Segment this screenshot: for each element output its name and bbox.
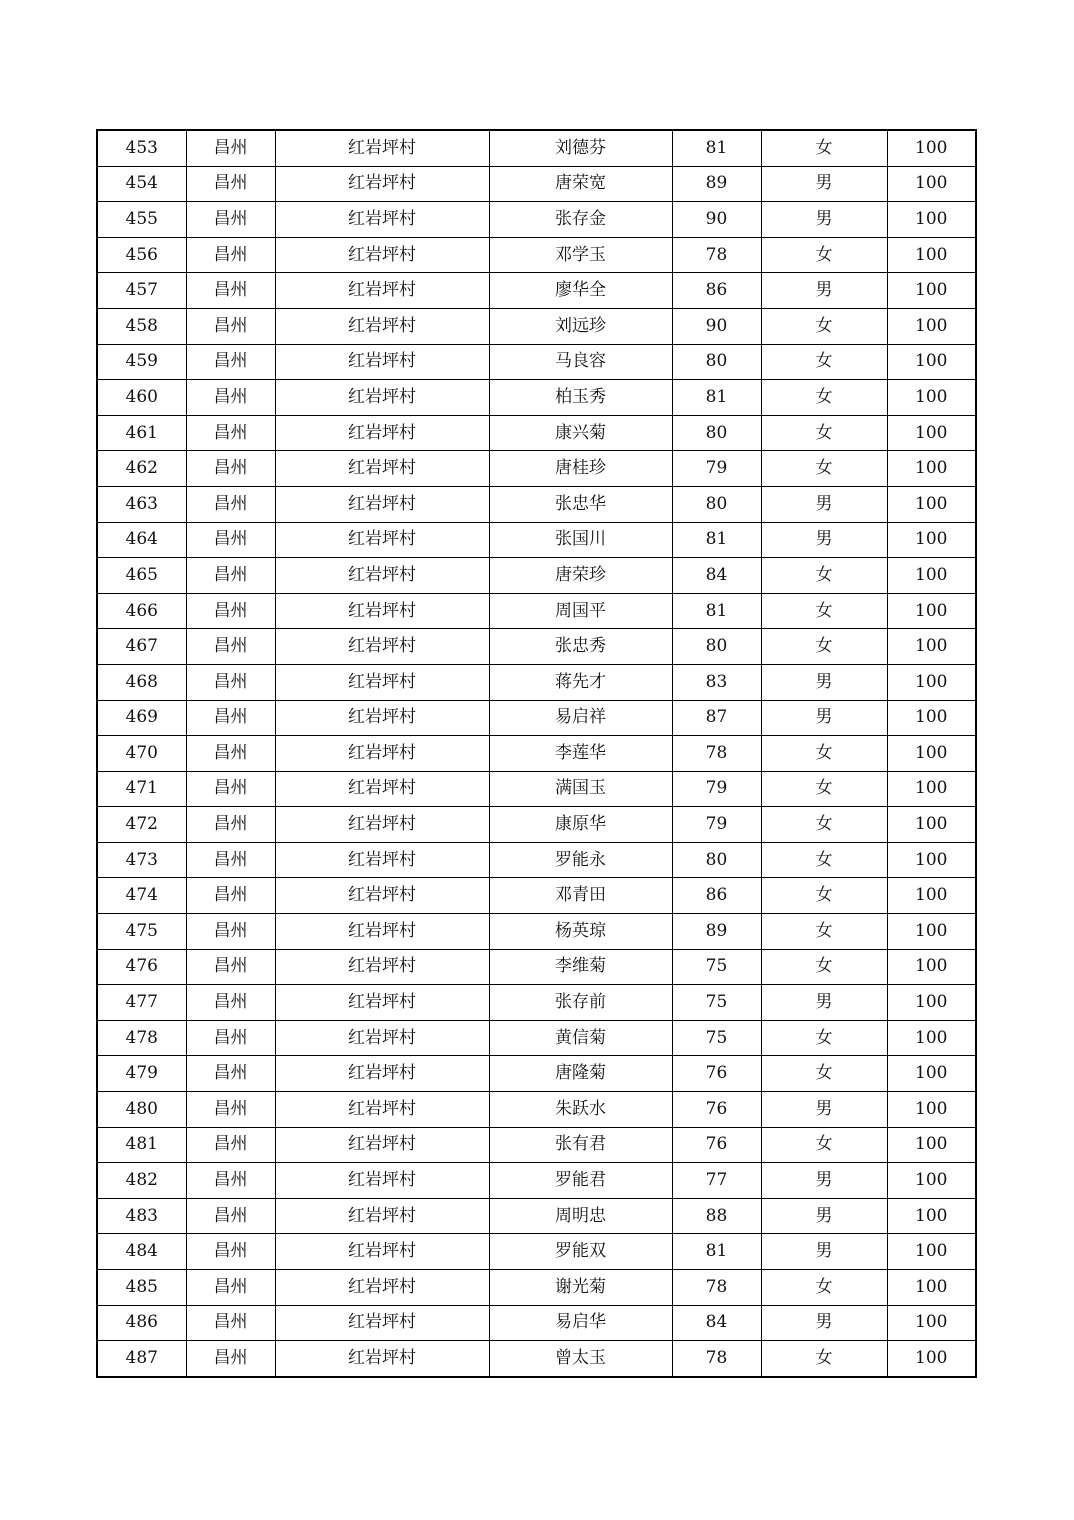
town-cell: 昌州 [186,664,275,700]
amount-cell: 100 [887,308,976,344]
village-cell: 红岩坪村 [275,736,489,772]
age-cell: 81 [672,593,761,629]
row-number-cell: 480 [97,1092,186,1128]
town-cell: 昌州 [186,985,275,1021]
age-cell: 81 [672,522,761,558]
age-cell: 79 [672,771,761,807]
table-row [97,308,976,344]
table-row [97,985,976,1021]
roster-table [96,129,977,1378]
town-cell: 昌州 [186,558,275,594]
name-cell: 刘远珍 [489,308,672,344]
gender-cell: 男 [761,1163,887,1199]
table-row [97,664,976,700]
age-cell: 80 [672,415,761,451]
village-cell: 红岩坪村 [275,558,489,594]
name-cell: 易启华 [489,1305,672,1341]
town-cell: 昌州 [186,344,275,380]
age-cell: 86 [672,273,761,309]
gender-cell: 女 [761,415,887,451]
row-number-cell: 484 [97,1234,186,1270]
town-cell: 昌州 [186,1234,275,1270]
village-cell: 红岩坪村 [275,1020,489,1056]
village-cell: 红岩坪村 [275,1270,489,1306]
row-number-cell: 467 [97,629,186,665]
amount-cell: 100 [887,664,976,700]
table-row [97,130,976,166]
town-cell: 昌州 [186,771,275,807]
gender-cell: 女 [761,736,887,772]
row-number-cell: 473 [97,842,186,878]
name-cell: 罗能君 [489,1163,672,1199]
name-cell: 杨英琼 [489,914,672,950]
gender-cell: 女 [761,451,887,487]
name-cell: 张忠秀 [489,629,672,665]
table-row [97,914,976,950]
town-cell: 昌州 [186,914,275,950]
age-cell: 75 [672,949,761,985]
name-cell: 唐桂珍 [489,451,672,487]
village-cell: 红岩坪村 [275,273,489,309]
gender-cell: 男 [761,1198,887,1234]
town-cell: 昌州 [186,202,275,238]
table-row [97,344,976,380]
table-row [97,1163,976,1199]
row-number-cell: 462 [97,451,186,487]
table-row [97,451,976,487]
village-cell: 红岩坪村 [275,914,489,950]
row-number-cell: 468 [97,664,186,700]
town-cell: 昌州 [186,1056,275,1092]
row-number-cell: 466 [97,593,186,629]
village-cell: 红岩坪村 [275,1305,489,1341]
gender-cell: 女 [761,130,887,166]
name-cell: 朱跃水 [489,1092,672,1128]
amount-cell: 100 [887,344,976,380]
village-cell: 红岩坪村 [275,878,489,914]
table-row [97,1234,976,1270]
gender-cell: 女 [761,878,887,914]
row-number-cell: 474 [97,878,186,914]
gender-cell: 男 [761,1092,887,1128]
town-cell: 昌州 [186,593,275,629]
row-number-cell: 459 [97,344,186,380]
age-cell: 80 [672,842,761,878]
amount-cell: 100 [887,842,976,878]
town-cell: 昌州 [186,700,275,736]
village-cell: 红岩坪村 [275,700,489,736]
village-cell: 红岩坪村 [275,1127,489,1163]
name-cell: 唐荣珍 [489,558,672,594]
row-number-cell: 464 [97,522,186,558]
amount-cell: 100 [887,202,976,238]
row-number-cell: 453 [97,130,186,166]
amount-cell: 100 [887,380,976,416]
town-cell: 昌州 [186,522,275,558]
table-row [97,1056,976,1092]
row-number-cell: 476 [97,949,186,985]
town-cell: 昌州 [186,486,275,522]
table-row [97,273,976,309]
age-cell: 78 [672,237,761,273]
table-row [97,522,976,558]
name-cell: 刘德芬 [489,130,672,166]
table-row [97,807,976,843]
amount-cell: 100 [887,1163,976,1199]
amount-cell: 100 [887,1234,976,1270]
town-cell: 昌州 [186,166,275,202]
town-cell: 昌州 [186,807,275,843]
age-cell: 80 [672,344,761,380]
name-cell: 黄信菊 [489,1020,672,1056]
town-cell: 昌州 [186,1127,275,1163]
village-cell: 红岩坪村 [275,522,489,558]
village-cell: 红岩坪村 [275,1056,489,1092]
amount-cell: 100 [887,166,976,202]
name-cell: 罗能双 [489,1234,672,1270]
age-cell: 81 [672,380,761,416]
row-number-cell: 485 [97,1270,186,1306]
town-cell: 昌州 [186,1270,275,1306]
gender-cell: 男 [761,664,887,700]
name-cell: 易启祥 [489,700,672,736]
age-cell: 86 [672,878,761,914]
village-cell: 红岩坪村 [275,842,489,878]
gender-cell: 男 [761,700,887,736]
row-number-cell: 475 [97,914,186,950]
name-cell: 满国玉 [489,771,672,807]
gender-cell: 女 [761,558,887,594]
name-cell: 周国平 [489,593,672,629]
age-cell: 78 [672,736,761,772]
row-number-cell: 478 [97,1020,186,1056]
gender-cell: 女 [761,380,887,416]
amount-cell: 100 [887,1127,976,1163]
town-cell: 昌州 [186,878,275,914]
village-cell: 红岩坪村 [275,1341,489,1377]
table-row [97,1092,976,1128]
gender-cell: 女 [761,807,887,843]
gender-cell: 女 [761,842,887,878]
age-cell: 90 [672,308,761,344]
village-cell: 红岩坪村 [275,202,489,238]
age-cell: 76 [672,1056,761,1092]
amount-cell: 100 [887,522,976,558]
gender-cell: 女 [761,914,887,950]
age-cell: 80 [672,486,761,522]
name-cell: 李维菊 [489,949,672,985]
village-cell: 红岩坪村 [275,130,489,166]
age-cell: 79 [672,451,761,487]
village-cell: 红岩坪村 [275,664,489,700]
gender-cell: 男 [761,273,887,309]
amount-cell: 100 [887,237,976,273]
table-row [97,1020,976,1056]
town-cell: 昌州 [186,415,275,451]
gender-cell: 男 [761,985,887,1021]
age-cell: 83 [672,664,761,700]
name-cell: 谢光菊 [489,1270,672,1306]
row-number-cell: 482 [97,1163,186,1199]
village-cell: 红岩坪村 [275,380,489,416]
amount-cell: 100 [887,1020,976,1056]
age-cell: 79 [672,807,761,843]
age-cell: 76 [672,1127,761,1163]
village-cell: 红岩坪村 [275,308,489,344]
name-cell: 张国川 [489,522,672,558]
amount-cell: 100 [887,985,976,1021]
village-cell: 红岩坪村 [275,771,489,807]
village-cell: 红岩坪村 [275,451,489,487]
name-cell: 周明忠 [489,1198,672,1234]
age-cell: 89 [672,914,761,950]
row-number-cell: 487 [97,1341,186,1377]
village-cell: 红岩坪村 [275,1092,489,1128]
amount-cell: 100 [887,486,976,522]
row-number-cell: 465 [97,558,186,594]
table-row [97,700,976,736]
row-number-cell: 481 [97,1127,186,1163]
village-cell: 红岩坪村 [275,949,489,985]
table-row [97,949,976,985]
table-row [97,415,976,451]
amount-cell: 100 [887,629,976,665]
village-cell: 红岩坪村 [275,344,489,380]
name-cell: 廖华全 [489,273,672,309]
gender-cell: 女 [761,593,887,629]
gender-cell: 男 [761,202,887,238]
age-cell: 75 [672,985,761,1021]
village-cell: 红岩坪村 [275,593,489,629]
town-cell: 昌州 [186,130,275,166]
name-cell: 邓学玉 [489,237,672,273]
row-number-cell: 457 [97,273,186,309]
age-cell: 87 [672,700,761,736]
gender-cell: 女 [761,949,887,985]
age-cell: 81 [672,130,761,166]
name-cell: 李莲华 [489,736,672,772]
age-cell: 89 [672,166,761,202]
gender-cell: 女 [761,771,887,807]
town-cell: 昌州 [186,1341,275,1377]
age-cell: 90 [672,202,761,238]
table-row [97,1198,976,1234]
row-number-cell: 469 [97,700,186,736]
gender-cell: 女 [761,629,887,665]
table-row [97,771,976,807]
row-number-cell: 477 [97,985,186,1021]
name-cell: 曾太玉 [489,1341,672,1377]
village-cell: 红岩坪村 [275,486,489,522]
table-row [97,1341,976,1377]
amount-cell: 100 [887,700,976,736]
gender-cell: 男 [761,166,887,202]
amount-cell: 100 [887,949,976,985]
town-cell: 昌州 [186,451,275,487]
town-cell: 昌州 [186,949,275,985]
town-cell: 昌州 [186,380,275,416]
row-number-cell: 472 [97,807,186,843]
table-row [97,202,976,238]
name-cell: 张存金 [489,202,672,238]
name-cell: 张存前 [489,985,672,1021]
row-number-cell: 479 [97,1056,186,1092]
amount-cell: 100 [887,771,976,807]
amount-cell: 100 [887,415,976,451]
gender-cell: 男 [761,1305,887,1341]
age-cell: 84 [672,558,761,594]
table-row [97,878,976,914]
table-row [97,486,976,522]
row-number-cell: 455 [97,202,186,238]
name-cell: 张忠华 [489,486,672,522]
amount-cell: 100 [887,1056,976,1092]
gender-cell: 男 [761,1234,887,1270]
roster-table-body [97,130,976,1377]
row-number-cell: 456 [97,237,186,273]
village-cell: 红岩坪村 [275,1198,489,1234]
gender-cell: 女 [761,237,887,273]
amount-cell: 100 [887,1341,976,1377]
name-cell: 柏玉秀 [489,380,672,416]
row-number-cell: 486 [97,1305,186,1341]
village-cell: 红岩坪村 [275,629,489,665]
table-row [97,1305,976,1341]
town-cell: 昌州 [186,273,275,309]
row-number-cell: 463 [97,486,186,522]
town-cell: 昌州 [186,308,275,344]
gender-cell: 女 [761,1127,887,1163]
age-cell: 77 [672,1163,761,1199]
name-cell: 罗能永 [489,842,672,878]
gender-cell: 女 [761,344,887,380]
amount-cell: 100 [887,1092,976,1128]
village-cell: 红岩坪村 [275,1234,489,1270]
table-row [97,380,976,416]
gender-cell: 女 [761,1270,887,1306]
amount-cell: 100 [887,451,976,487]
gender-cell: 女 [761,1020,887,1056]
row-number-cell: 471 [97,771,186,807]
village-cell: 红岩坪村 [275,1163,489,1199]
village-cell: 红岩坪村 [275,166,489,202]
row-number-cell: 454 [97,166,186,202]
table-row [97,237,976,273]
age-cell: 81 [672,1234,761,1270]
amount-cell: 100 [887,1270,976,1306]
town-cell: 昌州 [186,1092,275,1128]
village-cell: 红岩坪村 [275,237,489,273]
gender-cell: 女 [761,1341,887,1377]
table-row [97,558,976,594]
amount-cell: 100 [887,736,976,772]
gender-cell: 女 [761,1056,887,1092]
amount-cell: 100 [887,593,976,629]
amount-cell: 100 [887,878,976,914]
name-cell: 蒋先才 [489,664,672,700]
town-cell: 昌州 [186,736,275,772]
name-cell: 马良容 [489,344,672,380]
amount-cell: 100 [887,273,976,309]
table-row [97,166,976,202]
town-cell: 昌州 [186,629,275,665]
town-cell: 昌州 [186,1020,275,1056]
row-number-cell: 483 [97,1198,186,1234]
amount-cell: 100 [887,807,976,843]
amount-cell: 100 [887,558,976,594]
name-cell: 张有君 [489,1127,672,1163]
row-number-cell: 460 [97,380,186,416]
name-cell: 康兴菊 [489,415,672,451]
town-cell: 昌州 [186,842,275,878]
table-row [97,1270,976,1306]
age-cell: 84 [672,1305,761,1341]
village-cell: 红岩坪村 [275,415,489,451]
table-row [97,736,976,772]
amount-cell: 100 [887,130,976,166]
age-cell: 80 [672,629,761,665]
amount-cell: 100 [887,1305,976,1341]
table-row [97,842,976,878]
amount-cell: 100 [887,1198,976,1234]
amount-cell: 100 [887,914,976,950]
age-cell: 78 [672,1270,761,1306]
age-cell: 76 [672,1092,761,1128]
gender-cell: 男 [761,486,887,522]
age-cell: 88 [672,1198,761,1234]
row-number-cell: 461 [97,415,186,451]
town-cell: 昌州 [186,1198,275,1234]
table-row [97,593,976,629]
name-cell: 唐隆菊 [489,1056,672,1092]
town-cell: 昌州 [186,237,275,273]
name-cell: 唐荣宽 [489,166,672,202]
table-row [97,629,976,665]
name-cell: 康原华 [489,807,672,843]
age-cell: 75 [672,1020,761,1056]
village-cell: 红岩坪村 [275,807,489,843]
town-cell: 昌州 [186,1163,275,1199]
row-number-cell: 458 [97,308,186,344]
age-cell: 78 [672,1341,761,1377]
name-cell: 邓青田 [489,878,672,914]
table-row [97,1127,976,1163]
gender-cell: 男 [761,522,887,558]
gender-cell: 女 [761,308,887,344]
row-number-cell: 470 [97,736,186,772]
village-cell: 红岩坪村 [275,985,489,1021]
town-cell: 昌州 [186,1305,275,1341]
